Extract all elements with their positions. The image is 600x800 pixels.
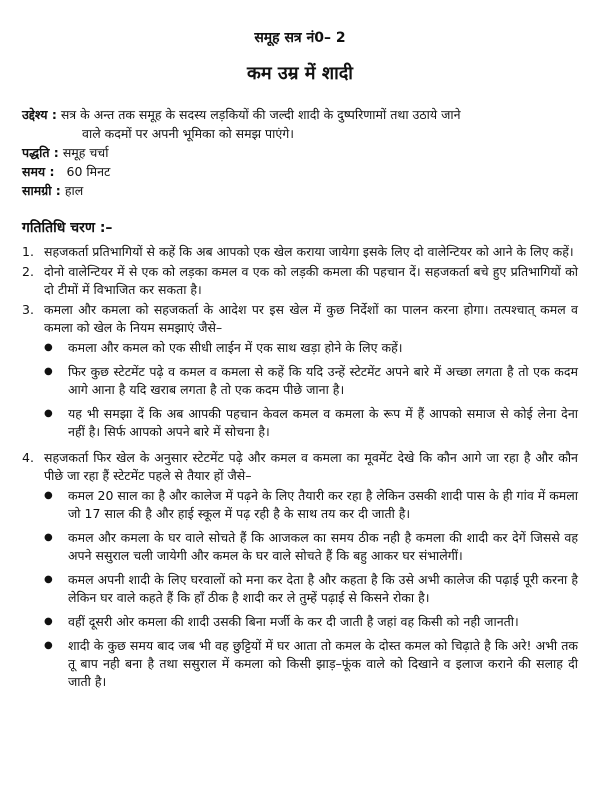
bullet-text: वहीं दूसरी ओर कमला की शादी उसकी बिना मर्जी के कर दी जाती है जहां वह किसी को नही जानती। <box>68 614 519 629</box>
time-row <box>22 162 578 181</box>
bullet-icon: ● <box>44 532 53 543</box>
step-item <box>22 263 578 299</box>
material-value: हाल <box>64 183 84 198</box>
objective-row <box>22 105 578 124</box>
step-text: दोनो वालेन्टियर में से एक को लड़का कमल व एक को लड़की कमला की पहचान दें। सहजकर्ता बचे हुए प्रतिभागियों को दो टीमों में विभाजित कर सकता है। <box>44 264 578 297</box>
step-item <box>22 449 578 697</box>
method-label: पद्धति : <box>22 145 59 160</box>
method-value: समूह चर्चा <box>62 145 109 160</box>
step-number: 1. <box>22 244 34 259</box>
activity-steps <box>22 243 578 697</box>
bullet-item <box>44 529 578 565</box>
bullet-item <box>44 339 578 357</box>
bullet-item <box>44 405 578 441</box>
bullet-text: कमल अपनी शादी के लिए घरवालों को मना कर देता है और कहता है कि उसे अभी कालेज की पढ़ाई पूरी करना है लेकिन घर वाले कहते हैं कि हॉं ठीक है शादी कर ले तुम्हें पढ़ाई से किसने रोका है। <box>68 572 578 605</box>
bullet-text: फिर कुछ स्टेटमेंट पढ़े व कमल व कमला से कहें कि यदि उन्हें स्टेटमेंट अपने बारे में अच्छा लगता है तो एक कदम आगे आना है यदि खराब लगता है तो एक कदम पीछे जाना है। <box>68 364 578 397</box>
bullet-text: कमल 20 साल का है और कालेज में पढ़ने के लिए तैयारी कर रहा है लेकिन उसकी शादी पास के ही गांव में कमला जो 17 साल की है और हाई स्कूल में पढ़ रही है के साथ तय कर दी जाती है। <box>68 488 578 521</box>
objective-label: उद्देश्य : <box>22 107 57 122</box>
bullet-text: कमल और कमला के घर वाले सोचते हैं कि आजकल का समय ठीक नही है कमला की शादी कर देगें जिससे वह अपने ससुराल चली जायेगी और कमल के घर वाले सोचते हैं कि बहु आकर घर संभालेगीं। <box>68 530 578 563</box>
material-row <box>22 181 578 200</box>
bullet-icon: ● <box>44 342 53 353</box>
page-title: कम उम्र में शादी <box>247 63 353 84</box>
bullet-item <box>44 637 578 691</box>
step-text: कमला और कमला को सहजकर्ता के आदेश पर इस खेल में कुछ निर्देशों का पालन करना होगा। तत्पश्चात् कमल व कमला को खेल के नियम समझाएं जैसे– <box>44 302 578 335</box>
bullet-text: यह भी समझा दें कि अब आपकी पहचान केवल कमल व कमला के रूप में हैं आपको समाज से कोई लेना देना नहीं है। सिर्फ आपको अपने बारे में सोचना है। <box>68 406 578 439</box>
bullet-item <box>44 487 578 523</box>
step-text: सहजकर्ता फिर खेल के अनुसार स्टेटमेंट पढ़े और कमल व कमला का मूवमेंट देखे कि कौन आगे जा रहा है और कौन पीछे जा रहा हैं स्टेटमेंट पहले से तैयार हों जैसे– <box>44 450 578 483</box>
bullet-item <box>44 613 578 631</box>
step-3-bullets <box>44 339 578 441</box>
bullet-icon: ● <box>44 616 53 627</box>
activity-heading: गतितिधि चरण :– <box>22 220 113 236</box>
bullet-item <box>44 571 578 607</box>
objective-text: सत्र के अन्त तक समूह के सदस्य लड़कियों की जल्दी शादी के दुष्परिणामों तथा उठाये जाने <box>60 107 461 122</box>
step-text: सहजकर्ता प्रतिभागियों से कहें कि अब आपको एक खेल कराया जायेगा इसके लिए दो वालेन्टियर को आने के लिए कहें। <box>44 244 574 259</box>
bullet-item <box>44 363 578 399</box>
session-number: समूह सत्र नं0– 2 <box>254 30 346 46</box>
bullet-icon: ● <box>44 640 53 651</box>
bullet-icon: ● <box>44 574 53 585</box>
bullet-text: कमला और कमल को एक सीधी लाईन में एक साथ खड़ा होने के लिए कहें। <box>68 340 403 355</box>
step-item <box>22 301 578 447</box>
bullet-icon: ● <box>44 490 53 501</box>
bullet-icon: ● <box>44 408 53 419</box>
step-item <box>22 243 578 261</box>
step-number: 3. <box>22 302 34 317</box>
time-value: 60 मिनट <box>66 164 111 179</box>
step-number: 2. <box>22 264 34 279</box>
bullet-text: शादी के कुछ समय बाद जब भी वह छुट्टियों में घर आता तो कमल के दोस्त कमल को चिढ़ाते है कि अरे! अभी तक तू बाप नही बना है तथा ससुराल में कमला को किसी झाड़–फूंक वाले को दिखाने व इलाज कराने की सलाह दी जाती है। <box>68 638 578 689</box>
objective-text-continued: वाले कदमों पर अपनी भूमिका को समझ पाएंगे। <box>82 126 295 141</box>
bullet-icon: ● <box>44 366 53 377</box>
method-row <box>22 143 578 162</box>
step-number: 4. <box>22 450 34 465</box>
time-label: समय : <box>22 164 55 179</box>
session-meta <box>22 105 578 200</box>
material-label: सामग्री : <box>22 183 61 198</box>
step-4-bullets <box>44 487 578 691</box>
